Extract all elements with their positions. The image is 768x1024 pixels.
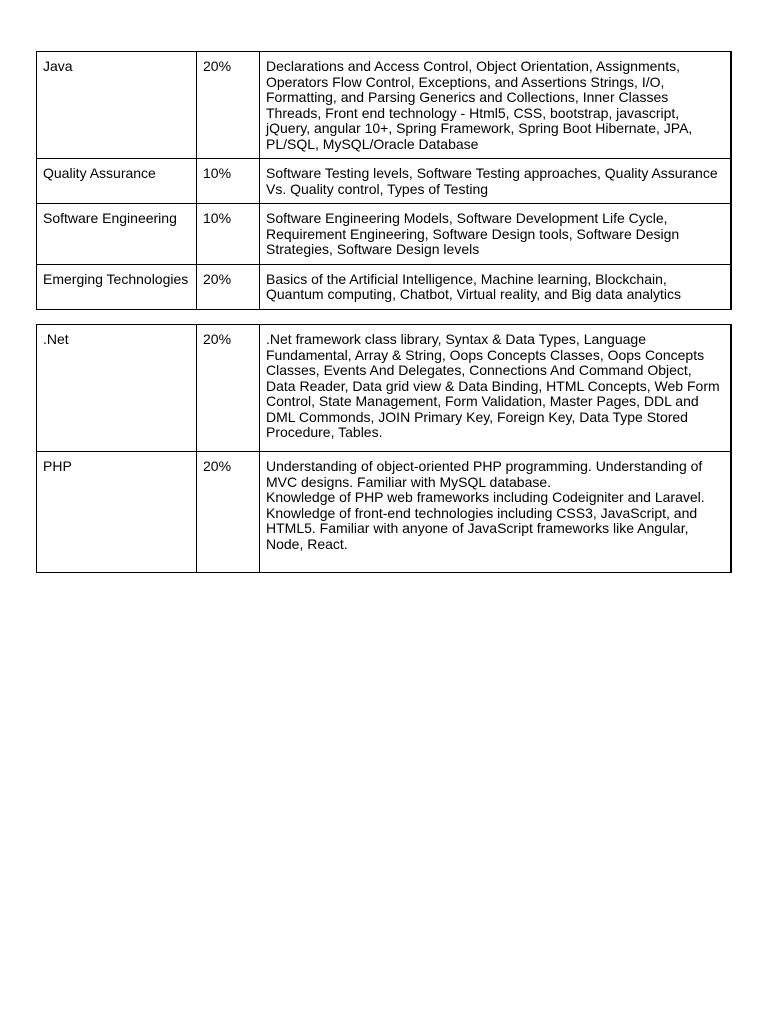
weight-cell: 20% <box>197 452 260 573</box>
subject-cell: Emerging Technologies <box>37 264 197 309</box>
syllabus-table-1 <box>36 51 732 310</box>
subject-cell: .Net <box>37 325 197 452</box>
weight-cell: 20% <box>197 52 260 159</box>
topics-cell: Software Engineering Models, Software Development Life Cycle, Requirement Engineering, Software Design tools, Software Design Strategies, Software Design levels <box>260 204 731 265</box>
topics-cell: Declarations and Access Control, Object Orientation, Assignments, Operators Flow Control, Exceptions, and Assertions Strings, I/O, Formatting, and Parsing Generics and Collections, Inner Classes Threads, Front end technology - Html5, CSS, bootstrap, javascript, jQuery, angular 10+, Spring Framework, Spring Boot Hibernate, JPA, PL/SQL, MySQL/Oracle Database <box>260 52 731 159</box>
topics-cell: .Net framework class library, Syntax & Data Types, Language Fundamental, Array & String, Oops Concepts Classes, Oops Concepts Classes, Events And Delegates, Connections And Command Object, Data Reader, Data grid view & Data Binding, HTML Concepts, Web Form Control, State Management, Form Validation, Master Pages, DDL and DML Commonds, JOIN Primary Key, Foreign Key, Data Type Stored Procedure, Tables. <box>260 325 731 452</box>
topics-cell <box>260 452 731 573</box>
subject-cell: Java <box>37 52 197 159</box>
weight-cell: 20% <box>197 264 260 309</box>
table-row <box>37 264 731 309</box>
weight-cell: 10% <box>197 159 260 204</box>
table-row <box>37 204 731 265</box>
weight-cell: 20% <box>197 325 260 452</box>
syllabus-table-2 <box>36 324 732 573</box>
topics-cell: Software Testing levels, Software Testing approaches, Quality Assurance Vs. Quality control, Types of Testing <box>260 159 731 204</box>
topics-line: Understanding of object-oriented PHP programming. Understanding of MVC designs. Familiar with MySQL database. <box>266 458 703 490</box>
subject-cell: Quality Assurance <box>37 159 197 204</box>
table-row <box>37 52 731 159</box>
weight-cell: 10% <box>197 204 260 265</box>
subject-cell: PHP <box>37 452 197 573</box>
topics-cell: Basics of the Artificial Intelligence, Machine learning, Blockchain, Quantum computing, Chatbot, Virtual reality, and Big data analytics <box>260 264 731 309</box>
table-row <box>37 452 731 573</box>
subject-cell: Software Engineering <box>37 204 197 265</box>
table-row <box>37 325 731 452</box>
topics-line: Knowledge of PHP web frameworks including Codeigniter and Laravel. Knowledge of front-end technologies including CSS3, JavaScript, and HTML5. Familiar with anyone of JavaScript frameworks like Angular, Node, React. <box>266 489 705 552</box>
table-row <box>37 159 731 204</box>
